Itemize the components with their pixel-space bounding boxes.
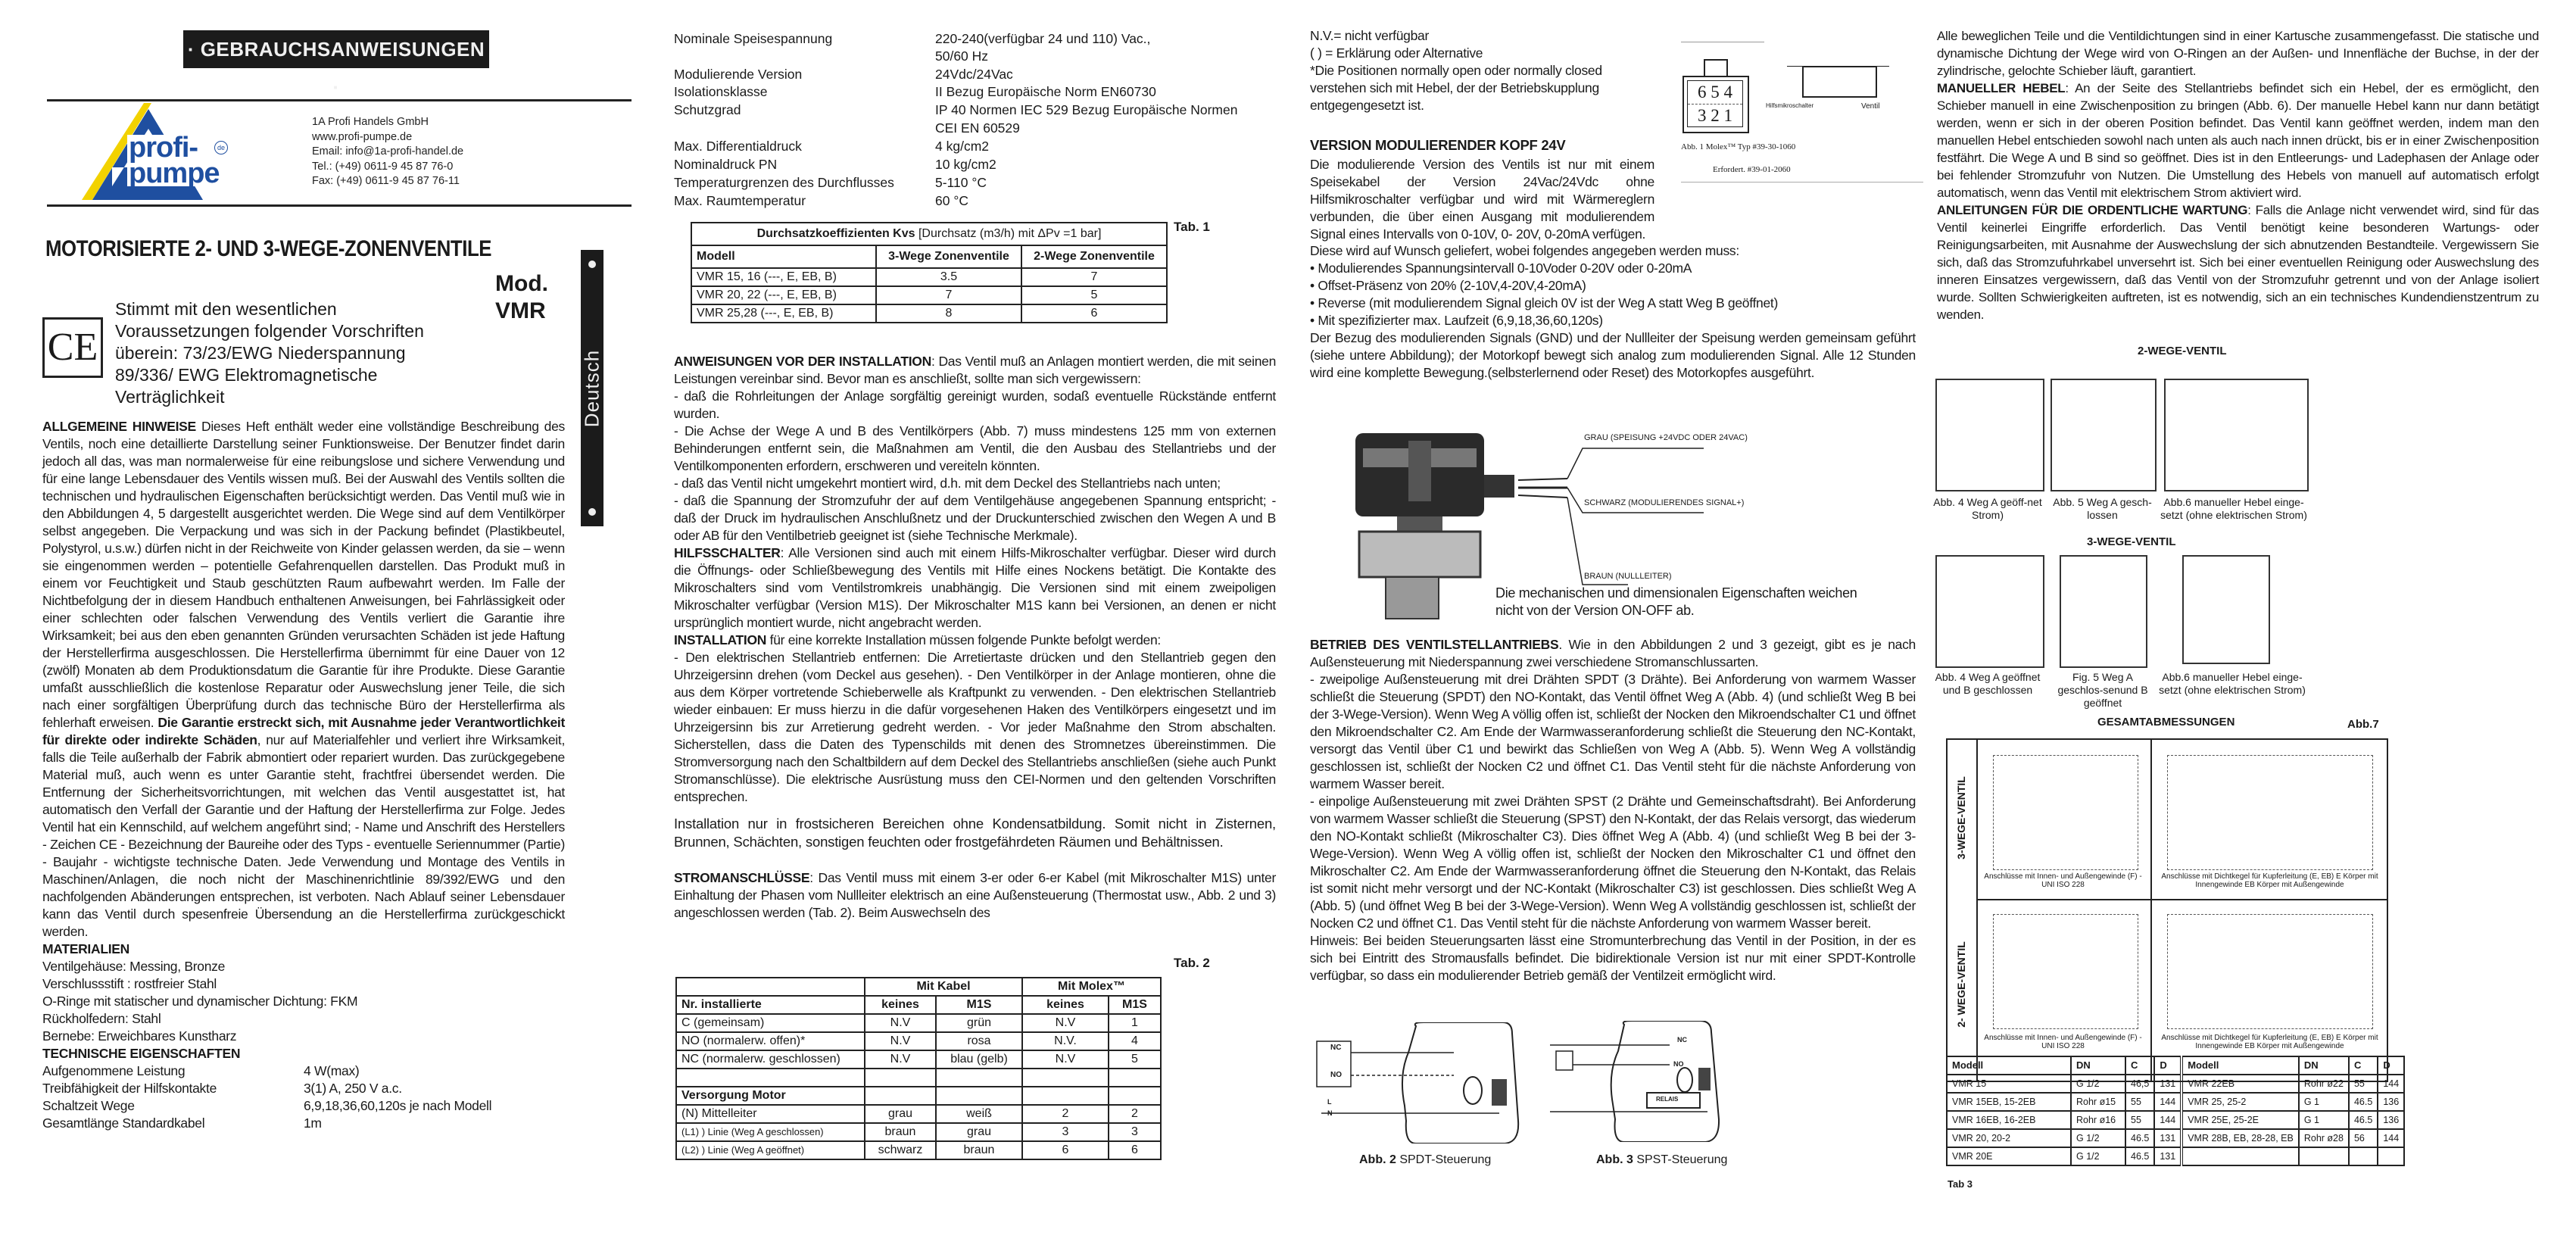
column-header: keines <box>865 996 936 1014</box>
cell: rosa <box>936 1032 1022 1050</box>
figure-caption: Abb.6 manueller Hebel einge-setzt (ohne elektrischen Strom) <box>2160 496 2307 521</box>
group-header: Mit Kabel <box>865 978 1022 996</box>
cell: VMR 15, 16 (---, E, EB, B) <box>691 268 876 286</box>
no-label: NO <box>1673 1060 1684 1068</box>
cell: VMR 16EB, 16-2EB <box>1947 1111 2071 1129</box>
column-header: 2-Wege Zonenventile <box>1021 245 1167 268</box>
notes-section <box>1310 27 1658 114</box>
column-header: M1S <box>936 996 1022 1014</box>
cell: (L1) ) Linie (Weg A geschlossen) <box>676 1123 865 1141</box>
spdt-circuit-icon <box>1314 1022 1526 1143</box>
table-title-rest: [Durchsatz (m3/h) mit ΔPv =1 bar] <box>915 227 1102 240</box>
table-row <box>691 304 1167 323</box>
pin-numbers-top: 6 5 4 <box>1698 83 1732 101</box>
company-website[interactable]: www.profi-pumpe.de <box>312 130 413 143</box>
dims-caption: Anschlüsse mit Dichtkegel für Kupferleitung (E, EB) E Körper mit Innengewinde EB Körper mit Außengewinde <box>2161 1034 2378 1050</box>
spec-value: 5-110 °C <box>935 175 987 190</box>
general-text: Dieses Heft enthält weder eine vollständige Beschreibung des Ventils, noch eine detaillierte Darstellung seiner Funktionsweise. Der Benutzer findet darin jedoch all das, was man normalerweise für eine reibungslose und sichere Verwendung und für eine lange Lebensdauer des Ventils wissen muß. Bei der Auswahl des Ventils sollten die technischen und hydraulischen Eigenschaften berücksichtigt werden. Das Ventil muß wie in den Abbildungen 4, 5 dargestellt ausgerichtet werden. Die Wege sind auf dem Ventilkörper selbst angegeben. Die Verpackung und was sich in der Packung befindet (Plastikbeutel, Polystyrol, u.s.w.) dürfen nicht in der Reichweite von Kinder gelassen werden, da sie – wenn sie eingenommen werden – potentielle Gefahrenquellen darstellen. Das Produkt muß in einem vor Feuchtigkeit und Staub geschützten Raum aufbewahrt werden. Im Falle der Nichtbefolgung der in diesem Handbuch enthaltenen Anweisungen, bei Fahrlässigkeit oder einer schlechten oder falschen Verwendung des Ventils verliert die Garantie ihre Wirksamkeit; bei aus den eben genannten Gründen verursachten Schäden ist jede Haftung der Herstellerfirma ausgeschlossen. Die Herstellerfirma übernimmt für eine Dauer von 12 (zwölf) Monaten ab dem Produktionsdatum die Garantie für ihre Produkte. Diese Garantie umfaßt ausschließlich die kostenlose Reparatur oder Auswechslung jener Teile, die sich nach einer sorgfältigen Überprüfung durch das technische Büro der Herstellerfirma als fehlerhaft erweisen. <box>42 419 565 730</box>
table-row <box>676 1032 1161 1050</box>
spdt-description: - zweipolige Außensteuerung mit drei Drähten SPDT (3 Drähte). Bei Anforderung von warmem Wasser schließt die Steuerung (SPDT) den NO-Kontakt, das Ventil öffnet Weg A (Abb. 4) (und schließt Weg B bei der 3-Wege-Version). Wenn Weg A völlig offen ist, schließt der Nocken den Mikroendschalter C1 und öffnet den Mikroendschalter C2. Am Ende der Warmwasseranforderung schließt die Steuerung den NC-Kontakt, versorgt das Ventil über C1 und bewirkt das Schließen von Weg A (Abb. 5). Wenn Weg A vollständig geschlossen ist, schließt der Nocken C2 und öffnet C1. Das Ventil steht für die nächste Anforderung von warmem Wasser bereit. <box>1310 672 1916 791</box>
no-label: NO <box>1330 1071 1342 1079</box>
dimension-drawing <box>1993 755 2138 870</box>
manual-lever-heading: MANUELLER HEBEL <box>1937 81 2066 95</box>
logo-text-line1: profi- <box>129 132 198 164</box>
cell: VMR 22EB <box>2181 1075 2299 1093</box>
n-label: N <box>1327 1109 1333 1117</box>
table-title: Durchsatzkoeffizienten Kvs <box>756 227 915 240</box>
modulating-heading: VERSION MODULIERENDER KOPF 24V <box>1310 137 1566 153</box>
power-text: : Das Ventil muss mit einem 3-er oder 6-er Kabel (mit Mikroschalter M1S) unter Einhaltung der Phasen vom Nullleiter elektrisch an eine Außensteuerung (Thermostat usw., Abb. 2 und 3) angeschlossen werden (Tab. 2). Beim Auswechseln des <box>674 870 1276 920</box>
tab2-label: Tab. 2 <box>1174 956 1210 970</box>
table-row <box>676 1123 1161 1141</box>
cell: braun <box>936 1141 1022 1159</box>
material-item: Verschlussstift : rostfreier Stahl <box>42 976 217 991</box>
operation-section <box>1310 636 1916 984</box>
nc-label: NC <box>1677 1036 1687 1044</box>
company-email[interactable]: Email: info@1a-profi-handel.de <box>312 145 464 158</box>
spec-value: 4 kg/cm2 <box>935 139 989 154</box>
fig3-title: SPST-Steuerung <box>1633 1153 1728 1166</box>
cell: 131 <box>2154 1147 2181 1165</box>
cell: (N) Mittelleiter <box>676 1105 865 1123</box>
tech-heading: TECHNISCHE EIGENSCHAFTEN <box>42 1046 241 1061</box>
spec-key: Schutzgrad <box>674 102 741 117</box>
cell: 2 <box>1022 1105 1109 1123</box>
spst-wiring-diagram <box>1548 1021 1730 1142</box>
cell: grau <box>936 1123 1022 1141</box>
cell: 46.5 <box>2125 1129 2154 1147</box>
divider <box>47 204 632 207</box>
spec-value: 60 °C <box>935 193 968 208</box>
figure-caption: Abb. 1 Molex™ Typ #39-30-1060 <box>1681 142 1796 151</box>
dims-caption: Anschlüsse mit Innen- und Außengewinde (F) - UNI ISO 228 <box>1984 872 2142 889</box>
pin-numbers-bottom: 3 2 1 <box>1688 104 1742 127</box>
cell: VMR 25E, 25-2E <box>2181 1111 2299 1129</box>
install-heading: ANWEISUNGEN VOR DER INSTALLATION <box>674 354 931 369</box>
operation-text: . Wie in den Abbildungen 2 und 3 gezeigt, gibt es je nach Außensteuerung mit Niederspannung zwei verschiedene Stromanschlussarten. <box>1310 637 1916 669</box>
maintenance-section <box>1937 27 2539 323</box>
installation-body: - Den elektrischen Stellantrieb entfernen: Die Arretiertaste drücken und den Stellantrieb gegen den Uhrzeigersinn drehen (vom Deckel aus gesehen). - Den Ventilkörper in der Anlage montieren, ohne die aus dem Körper vortretende Schieberwelle als Kraftpunkt zu verwenden. - Den elektrischen Stellantrieb wieder einbauen: Er muss hierzu in die dafür vorgesehenen Haken des Ventilkörpers eingesetzt und im Uhrzeigersinn bis zur Arretierung gedreht werden. - Vor jeder Maßnahme den Strom abschalten. Sicherstellen, dass die Daten des Typenschilds mit denen des Stromnetzes übereinstimmen. Die Stromversorgung nach den Schaltbildern auf dem Deckel des Stellantriebs anschließen (siehe auch Punkt Stromanschlüsse). Die elektrische Ausrüstung muss den CEI-Normen und den geltenden Vorschriften entsprechen. <box>674 650 1276 804</box>
manual-banner: · GEBRAUCHSANWEISUNGEN · <box>183 30 489 68</box>
spec-key: Max. Differentialdruck <box>674 139 802 154</box>
installation-heading: INSTALLATION <box>674 632 767 647</box>
cell: N.V <box>865 1014 936 1032</box>
cell: Rohr ø16 <box>2071 1111 2125 1129</box>
cell: 136 <box>2378 1093 2404 1111</box>
general-text-cont: , nur auf Materialfehler und verliert ihre Wirksamkeit, falls die Teile außerhalb der Fabrik abmontiert oder repariert wurden. Das zurückgegebene Material muß, auch wenn es unter Garantie steht, frachtfrei übersendet werden. Die Entfernung der Sicherheitsvorrichtungen, mit welchen das Ventil ausgestattet ist, hat automatisch den Verfall der Garantie und der Haftung der Herstellerfirma zur Folge. Jedes Ventil hat ein Kennschild, auf welchem angeführt sind; - Name und Anschrift des Herstellers - Zeichen CE - Bezeichnung der Baureihe oder des Typs - eventuelle Seriennummer (Partie) - Baujahr - wichtigste technische Daten. Jede Verwendung und Montage des Ventils in Maschinen/Anlagen, die noch nicht der Maschinenrichtlinie 89/392/EWG und den nachfolgenden Abänderungen entsprechen, ist verboten. Nach Ablauf seiner Lebensdauer kann das Ventil durch spesenfreie Übersendung an die Herstellerfirma zurückgeschickt werden. <box>42 732 566 939</box>
dims-caption: Anschlüsse mit Dichtkegel für Kupferleitung (E, EB) E Körper mit Innengewinde EB Körper mit Außengewinde <box>2161 872 2378 889</box>
cell: 46.5 <box>2125 1147 2154 1165</box>
cell: 46,5 <box>2125 1075 2154 1093</box>
cell: VMR 20, 22 (---, E, EB, B) <box>691 286 876 304</box>
material-item: Rückholfedern: Stahl <box>42 1011 161 1026</box>
material-item: Bernebe: Erweichbares Kunstharz <box>42 1028 237 1044</box>
install-item: - daß die Rohrleitungen der Anlage sorgfältig gereinigt wurden, sodaß eventuelle Rückstände entfernt wurden. <box>674 388 1276 421</box>
materials-heading: MATERIALIEN <box>42 941 129 956</box>
cell: 46.5 <box>2349 1093 2378 1111</box>
divider <box>47 99 632 101</box>
material-item: Ventilgehäuse: Messing, Bronze <box>42 959 226 974</box>
three-way-heading: 3-WEGE-VENTIL <box>2087 535 2176 548</box>
cell: 6 <box>1022 1141 1109 1159</box>
install-text: : Das Ventil muß an Anlagen montiert werden, die mit seinen Leistungen vereinbar sind. Bevor man es anschließt, sollte man sich vergewissern: <box>674 354 1276 386</box>
model-designation <box>495 270 548 325</box>
bullet-icon <box>588 508 596 516</box>
cell: 144 <box>2378 1075 2404 1093</box>
aux-switch-text: : Alle Versionen sind auch mit einem Hilfs-Mikroschalter verfügbar. Dieser wird durch die Öffnungs- oder Schließbewegung des Ventils mit Hilfe eines Nockens betätigt. Die Kontakte des Mikroschalters sind vom Ventilstromkreis unabhängig. Die Versionen sind mit einem zweipoligen Mikroschalter verfügbar (Version M1S). Der Mikroschalter M1S kann bei Versionen, an denen er nicht ursprünglich montiert wurde, nicht angebracht werden. <box>674 545 1276 630</box>
cell: weiß <box>936 1105 1022 1123</box>
cell: VMR 20, 20-2 <box>1947 1129 2071 1147</box>
table-row <box>676 1069 1161 1087</box>
column-header: DN <box>2071 1056 2125 1075</box>
company-fax: Fax: (+49) 0611-9 45 87 76-11 <box>312 175 460 187</box>
note-line: ( ) = Erklärung oder Alternative <box>1310 45 1483 61</box>
cell: 131 <box>2154 1075 2181 1093</box>
wiring-table <box>675 977 1162 1160</box>
tab1-label: Tab. 1 <box>1174 220 1210 234</box>
cell: NO (normalerw. offen)* <box>676 1032 865 1050</box>
logo-text-line2: pumpe <box>129 158 220 189</box>
valve-figure-3way-manual <box>2182 555 2270 664</box>
installation-text: für eine korrekte Installation müssen folgende Punkte befolgt werden: <box>766 632 1161 647</box>
column-header: M1S <box>1109 996 1161 1014</box>
cell: 131 <box>2154 1129 2181 1147</box>
tech-value: 3(1) A, 250 V a.c. <box>304 1081 402 1096</box>
modulating-paragraph: Die modulierende Version des Ventils ist nur mit einem Speisekabel der Version 24Vac/24Vdc ohne Hilfsmikroschalter verfügbar und wird mit Wärmereglern verbunden, die über einen Ausgang mit modulierendem Signal eines Intervalls von 0-10V, 0- 20V, 0-20mA verfügen. <box>1310 157 1654 242</box>
spec-value: CEI EN 60529 <box>935 120 1020 136</box>
switch-label: Hilfsmikroschalter <box>1766 102 1814 109</box>
conformity-line: 89/336/ EWG Elektromagnetische <box>115 365 378 385</box>
column-header: Nr. installierte <box>676 996 865 1014</box>
note-line: *Die Positionen normally open oder normally closed verstehen sich mit Hebel, der der Betriebskupplung entgegengesetzt ist. <box>1310 63 1602 113</box>
ce-mark-icon: CE <box>42 317 103 378</box>
table-row <box>691 268 1167 286</box>
modulating-details <box>1310 242 1916 382</box>
figure-caption: Abb. 5 Weg A gesch-lossen <box>2053 496 2152 521</box>
relay-label: RELAIS <box>1656 1096 1679 1103</box>
valve-figure-2way-open <box>1935 379 2044 491</box>
install-item: - daß das Ventil nicht umgekehrt montiert wird, d.h. mit dem Deckel des Stellantriebs nach unten; <box>674 476 1221 491</box>
column-header: Modell <box>2181 1056 2299 1075</box>
table-row <box>1947 1093 2404 1111</box>
photo-note: Die mechanischen und dimensionalen Eigenschaften weichen nicht von der Version ON-OFF ab. <box>1495 585 1857 618</box>
wire-label-grey: GRAU (SPEISUNG +24VDC ODER 24VAC) <box>1584 433 1748 442</box>
cell: 5 <box>1021 286 1167 304</box>
electrical-specs <box>674 30 1280 212</box>
column-header: DN <box>2299 1056 2349 1075</box>
general-heading: ALLGEMEINE HINWEISE <box>42 419 196 434</box>
modulating-option: • Reverse (mit modulierendem Signal gleich 0V ist der Weg A statt Weg B geöffnet) <box>1310 295 1778 310</box>
tech-specs-list <box>42 1062 565 1132</box>
warranty-bold-text: Die Garantie erstreckt sich, mit Ausnahme jeder Verantwortlichkeit für direkte oder indirekte Schäden <box>42 715 565 747</box>
spst-circuit-icon <box>1548 1021 1730 1142</box>
cell: 7 <box>1021 268 1167 286</box>
kvs-table <box>691 222 1168 323</box>
cell: G 1/2 <box>2071 1129 2125 1147</box>
cell: 144 <box>2154 1093 2181 1111</box>
row-label-2way: 2- WEGE-VENTIL <box>1955 941 1967 1028</box>
aux-switch-heading: HILFSSCHALTER <box>674 545 781 560</box>
spec-key: Isolationsklasse <box>674 84 768 99</box>
column-header: keines <box>1022 996 1109 1014</box>
cell: 46.5 <box>2349 1111 2378 1129</box>
figure-caption: Abb. 4 Weg A geöffnet und B geschlossen <box>1935 671 2041 696</box>
cell: Rohr ø15 <box>2071 1093 2125 1111</box>
modulating-paragraph: Der Bezug des modulierenden Signals (GND) und der Nullleiter der Speisung werden gemeinsam geführt (siehe untere Abbildung); der Motorkopf bewegt sich analog zum modulierenden Signal. Alle 12 Stunden wird eine komplette Bewegung.(selbsterlernend oder Reset) des Motorkopfes ausgeführt. <box>1310 330 1916 380</box>
wire-label-brown: BRAUN (NULLLEITER) <box>1584 572 1672 581</box>
cell: C (gemeinsam) <box>676 1014 865 1032</box>
tab3-label: Tab 3 <box>1948 1178 1973 1190</box>
column-header: D <box>2154 1056 2181 1075</box>
dims-caption: Anschlüsse mit Innen- und Außengewinde (F) - UNI ISO 228 <box>1984 1034 2142 1050</box>
dimensions-table <box>1946 1056 2405 1166</box>
cell: N.V <box>1022 1050 1109 1069</box>
frost-note: Installation nur in frostsicheren Bereichen ohne Kondensatbildung. Somit nicht in Zisternen, Brunnen, Schächten, sonstigen feuchten oder frostgefährdeten Räumen und Behältnissen. <box>674 816 1276 850</box>
spst-description: - einpolige Außensteuerung mit zwei Drähten SPST (2 Drähte und Gemeinschaftsdraht). Bei Anforderung von warmem Wasser schließt die Steuerung (SPST) den N-Kontakt, der das Relais versorgt, das wiederum den NO-Kontakt schließt (Mikroschalter C3). Dies öffnet Weg A (Abb. 4) (und schließt Weg B bei der 3-Wege-Version). Wenn Weg A völlig offen ist, schließt der Nocken den Mikroschalter C1 und öffnet den Mikroschalter C2. Am Ende der Warmwasseranforderung öffnet die Steuerung den N-Kontakt, das Relais ist somit nicht mehr versorgt und der NC-Kontakt (Mikroschalter C3) ist geschlossen. Dies schließt Weg A (Abb. 5) (und öffnet Weg B bei der 3-Wege-Version). Wenn Weg A vollständig geschlossen ist, schließt der Nocken C2 und öffnet C1. Das Ventil steht für die nächste Anforderung von warmem Wasser bereit. <box>1310 794 1916 931</box>
cell: Rohr ø28 <box>2299 1129 2349 1147</box>
row-label-3way: 3-WEGE-VENTIL <box>1955 776 1967 860</box>
modulating-option: • Offset-Präsenz von 20% (2-10V,4-20V,4-20mA) <box>1310 278 1586 293</box>
table-row <box>676 1050 1161 1069</box>
cell: grau <box>865 1105 936 1123</box>
table-row <box>676 1087 1161 1105</box>
cell: Rohr ø22 <box>2299 1075 2349 1093</box>
cell: 8 <box>876 304 1021 323</box>
spec-key: Nominale Speisespannung <box>674 31 833 46</box>
dimension-drawing <box>1993 914 2138 1029</box>
modulating-option: • Modulierendes Spannungsintervall 0-10Voder 0-20V oder 0-20mA <box>1310 261 1692 276</box>
language-tab-deutsch <box>581 250 603 526</box>
cell: blau (gelb) <box>936 1050 1022 1069</box>
language-label: Deutsch <box>580 349 603 427</box>
modulating-text <box>1310 156 1916 243</box>
tech-key: Schaltzeit Wege <box>42 1098 135 1113</box>
two-way-heading: 2-WEGE-VENTIL <box>2138 345 2227 357</box>
cell: VMR 25,28 (---, E, EB, B) <box>691 304 876 323</box>
cell: 3.5 <box>876 268 1021 286</box>
cell: 144 <box>2378 1129 2404 1147</box>
group-header: Mit Molex™ <box>1022 978 1161 996</box>
cell: 2 <box>1109 1105 1161 1123</box>
cell: 3 <box>1022 1123 1109 1141</box>
fig3-caption <box>1596 1153 1727 1167</box>
table-row <box>676 1105 1161 1123</box>
document-title: MOTORISIERTE 2- UND 3-WEGE-ZONENVENTILE <box>45 236 492 261</box>
fig2-number: Abb. 2 <box>1359 1153 1396 1166</box>
spec-key: Nominaldruck PN <box>674 157 778 172</box>
cell: N.V <box>1022 1014 1109 1032</box>
valve-figure-2way-closed <box>2051 379 2157 491</box>
tech-value: 4 W(max) <box>304 1063 360 1078</box>
fig2-title: SPDT-Steuerung <box>1396 1153 1492 1166</box>
wire-label-black: SCHWARZ (MODULIERENDES SIGNAL+) <box>1584 498 1745 507</box>
cell: VMR 15EB, 15-2EB <box>1947 1093 2071 1111</box>
figure-caption: Erfordert. #39-01-2060 <box>1713 165 1791 174</box>
spec-value: 50/60 Hz <box>935 48 989 64</box>
valve-figure-3way-open <box>1935 555 2044 668</box>
fig2-caption <box>1359 1153 1491 1167</box>
cell: 56 <box>2349 1129 2378 1147</box>
cell: N.V. <box>1022 1032 1109 1050</box>
cell: NC (normalerw. geschlossen) <box>676 1050 865 1069</box>
conformity-statement <box>115 298 424 408</box>
company-address <box>312 115 463 189</box>
tech-value: 6,9,18,36,60,120s je nach Modell <box>304 1098 492 1113</box>
dimensions-heading: GESAMTABMESSUNGEN <box>2097 716 2235 729</box>
l-label: L <box>1327 1098 1332 1106</box>
operation-note: Hinweis: Bei beiden Steuerungsarten lässt eine Stromunterbrechung das Ventil in der Position, in der es sich bei Eintritt des Stromausfalls befindet. Die bidirektionale Version ist nur mit einer SPDT-Kontrolle verfügbar, so dass ein modulierender Betrieb gemäß der Ventilzeit ermöglicht wird. <box>1310 933 1916 983</box>
cell: VMR 28B, EB, 28-28, EB <box>2181 1129 2299 1147</box>
cell: 3 <box>1109 1123 1161 1141</box>
tech-value: 1m <box>304 1115 322 1131</box>
figure-caption: Fig. 5 Weg A geschlos-senund B geöffnet <box>2057 671 2148 709</box>
modulating-paragraph: Diese wird auf Wunsch geliefert, wobei folgendes angegeben werden muss: <box>1310 243 1739 258</box>
cell: N.V <box>865 1032 936 1050</box>
spec-value: 24Vdc/24Vac <box>935 67 1013 82</box>
column-header: Modell <box>1947 1056 2071 1075</box>
spec-value: 10 kg/cm2 <box>935 157 996 172</box>
manual-lever-text: : An der Seite des Stellantriebs befindet sich ein Hebel, der es ermöglicht, den Schieber manuell in eine Zwischenposition zu bringen (Abb. 6). Der manuelle Hebel kann nur dann betätigt werden, wenn er sich in der oberen Position befindet. Das Ventil kann geöffnet werden, indem man den manuellen Hebel entschieden sowohl nach unten als auch nach innen drückt, bis er in einer Zwischenposition festfährt. Die Wege A und B sind so geöffnet. Dies ist in den Entleerungs- und Ladephasen der Anlage oder bei fehlender Stromzufuhr von Nutzen. Die Umstellung des Hebels von manuell auf automatisch erfolgt automatisch, wenn das Ventil mit elektrischem Strom aktiviert wird. <box>1937 81 2539 200</box>
cell: braun <box>865 1123 936 1141</box>
cell: schwarz <box>865 1141 936 1159</box>
cell: 55 <box>2349 1075 2378 1093</box>
cell: VMR 15 <box>1947 1075 2071 1093</box>
bullet-icon <box>588 261 596 268</box>
figure-caption: Abb.6 manueller Hebel einge-setzt (ohne elektrischen Strom) <box>2159 671 2306 696</box>
spec-key: Modulierende Version <box>674 67 803 82</box>
spec-key: Temperaturgrenzen des Durchflusses <box>674 175 894 190</box>
modulating-option: • Mit spezifizierter max. Laufzeit (6,9,18,36,60,120s) <box>1310 313 1603 328</box>
general-notes-section <box>42 418 565 1132</box>
material-item: O-Ringe mit statischer und dynamischer Dichtung: FKM <box>42 994 358 1009</box>
tech-key: Gesamtlänge Standardkabel <box>42 1115 205 1131</box>
column-header: Modell <box>691 245 876 268</box>
molex-pin-block <box>1687 80 1743 127</box>
valve-figure-2way-manual <box>2164 379 2309 491</box>
cell: G 1 <box>2299 1111 2349 1129</box>
table-row <box>1947 1147 2404 1165</box>
cell: 144 <box>2154 1111 2181 1129</box>
table-row <box>676 1014 1161 1032</box>
tech-key: Treibfähigkeit der Hilfskontakte <box>42 1081 217 1096</box>
figure-caption: Abb. 4 Weg A geöff-net Strom) <box>1933 496 2042 521</box>
tech-key: Aufgenommene Leistung <box>42 1063 186 1078</box>
company-name: 1A Profi Handels GmbH <box>312 116 429 128</box>
modulating-version-section <box>1310 136 1628 155</box>
conformity-line: Stimmt mit den wesentlichen <box>115 299 337 319</box>
cell: 1 <box>1109 1014 1161 1032</box>
column-header: 3-Wege Zonenventile <box>876 245 1021 268</box>
spec-value: II Bezug Europäische Norm EN60730 <box>935 84 1156 99</box>
fig3-number: Abb. 3 <box>1596 1153 1633 1166</box>
figure-7-label: Abb.7 <box>2347 718 2379 731</box>
cell: N.V <box>865 1050 936 1069</box>
column-header: D <box>2378 1056 2404 1075</box>
valve-figure-3way-closed <box>2060 555 2147 668</box>
spec-value: IP 40 Normen IEC 529 Bezug Europäische Normen <box>935 102 1238 117</box>
cell: 5 <box>1109 1050 1161 1069</box>
table-row <box>1947 1129 2404 1147</box>
table-row <box>691 286 1167 304</box>
cell: 6 <box>1021 304 1167 323</box>
cell: G 1 <box>2299 1093 2349 1111</box>
cell: 55 <box>2125 1111 2154 1129</box>
dimension-drawing <box>2167 755 2373 870</box>
note-line: N.V.= nicht verfügbar <box>1310 28 1429 43</box>
conformity-line: Verträglichkeit <box>115 387 225 407</box>
valve-label: Ventil <box>1861 102 1880 111</box>
model-label: Mod. <box>495 271 548 296</box>
conformity-line: überein: 73/23/EWG Niederspannung <box>115 343 406 363</box>
table-row <box>1947 1075 2404 1093</box>
model-name: VMR <box>495 298 546 323</box>
dimension-drawing <box>2167 914 2373 1029</box>
table-row <box>676 1141 1161 1159</box>
spec-value: 220-240(verfügbar 24 und 110) Vac., <box>935 31 1151 46</box>
install-item: - Die Achse der Wege A und B des Ventilkörpers (Abb. 7) muss mindestens 125 mm von externen Behinderungen entfernt sein, die Maßnahmen am Ventil, die den Ausbau des Stellantriebs und der Ventilkomponenten erfordern, erschweren und vereiteln könnten. <box>674 423 1276 473</box>
profi-pumpe-logo <box>82 103 233 201</box>
operation-heading: BETRIEB DES VENTILSTELLANTRIEBS <box>1310 637 1559 652</box>
cell: grün <box>936 1014 1022 1032</box>
nc-label: NC <box>1330 1044 1342 1052</box>
cell: G 1/2 <box>2071 1075 2125 1093</box>
cell: 55 <box>2125 1093 2154 1111</box>
cell: VMR 25, 25-2 <box>2181 1093 2299 1111</box>
install-item: - daß die Spannung der Stromzufuhr der auf dem Ventilgehäuse angegebenen Spannung entspricht; - daß der Druck im hydraulischen Anschlußnetz und der Druckunterschied zwischen den Wegen A und B oder AB für den Ventilbetrieb geeignet ist (siehe Technische Merkmale). <box>674 493 1276 543</box>
spdt-wiring-diagram <box>1314 1022 1526 1143</box>
dimensions-drawing <box>1946 738 2388 1082</box>
cell: G 1/2 <box>2071 1147 2125 1165</box>
maintenance-text: : Falls die Anlage nicht verwendet wird, sind für das Ventil keinerlei Eingriffe erforderlich. Das Ventil benötigt keine besonderen Wartungs- oder Reinigungsarbeiten, mit Ausnahme der Auswechslung der sich abnutzenden Bestandteile. Vergewissern Sie sich, daß das Stromzufuhrkabel unversehrt ist. Sich bei einer eventuellen Reinigung oder Auswechslung des inneren Einsatzes vergewissern, daß das Ventil von der Stromzufuhr getrennt und von der Anlage isoliert wurde. Sollten Schwierigkeiten auftreten, ist es notwendig, sich an ein technisches Kundendienstzentrum zu wenden. <box>1937 203 2539 322</box>
installation-section <box>674 353 1276 922</box>
cell: 7 <box>876 286 1021 304</box>
logo-de-badge: de <box>214 141 228 154</box>
section-cell: Versorgung Motor <box>676 1087 865 1105</box>
cartridge-intro: Alle beweglichen Teile und die Ventildichtungen sind in einer Kartusche zusammengefasst. Die statische und dynamische Dichtung der Wege wird von O-Ringen an der Außen- und Innenfläche der Buchse, in der der zylindrische, gelochte Schieber läuft, garantiert. <box>1937 29 2539 78</box>
spec-key: Max. Raumtemperatur <box>674 193 806 208</box>
cell: (L2) ) Linie (Weg A geöffnet) <box>676 1141 865 1159</box>
cell: 4 <box>1109 1032 1161 1050</box>
cell: VMR 20E <box>1947 1147 2071 1165</box>
column-header: C <box>2125 1056 2154 1075</box>
maintenance-heading: ANLEITUNGEN FÜR DIE ORDENTLICHE WARTUNG <box>1937 203 2248 217</box>
cell: 6 <box>1109 1141 1161 1159</box>
conformity-line: Voraussetzungen folgender Vorschriften <box>115 321 424 341</box>
table-row <box>1947 1111 2404 1129</box>
cell: 136 <box>2378 1111 2404 1129</box>
column-header: C <box>2349 1056 2378 1075</box>
power-heading: STROMANSCHLÜSSE <box>674 870 810 885</box>
company-phone: Tel.: (+49) 0611-9 45 87 76-0 <box>312 160 454 173</box>
